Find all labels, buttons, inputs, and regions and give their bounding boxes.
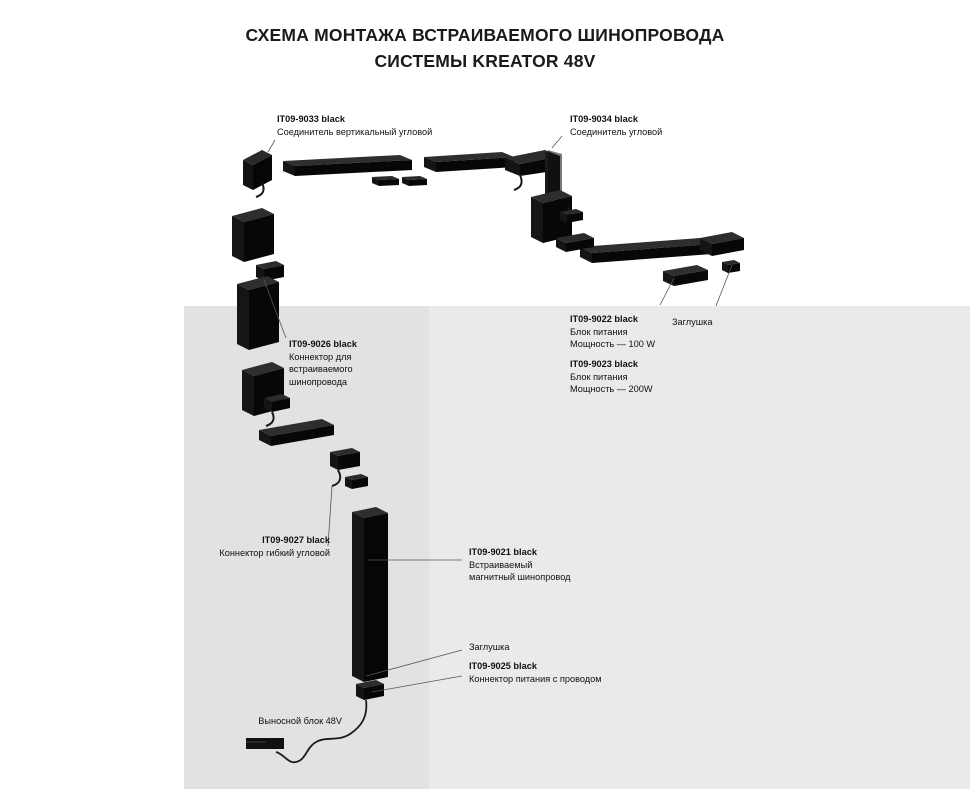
page-title	[0, 22, 970, 74]
callout-it09-9025	[469, 660, 602, 685]
callout-9023-desc2: Мощность — 200W	[570, 384, 653, 395]
leader-9025	[372, 676, 462, 692]
callout-it09-9023	[570, 358, 653, 396]
callout-9033-desc1: Соединитель вертикальный угловой	[277, 126, 433, 137]
title-line-2: СИСТЕМЫ KREATOR 48V	[374, 51, 596, 71]
callout-9021-desc1: Встраиваемый	[469, 559, 533, 570]
callout-it09-9027	[200, 534, 330, 559]
callout-9026-desc1: Коннектор для	[289, 351, 352, 362]
callout-9027-code: IT09-9027 black	[262, 535, 330, 545]
track-segment-ceiling-1	[283, 155, 412, 176]
track-segment-wall-2	[237, 276, 279, 350]
track-segment-main-vertical	[352, 507, 388, 682]
callout-cap-bottom-label: Заглушка	[469, 642, 510, 652]
callout-psu-label: Выносной блок 48V	[258, 716, 342, 726]
callout-9026-desc3: шинопровода	[289, 376, 348, 387]
leader-cap-top	[716, 265, 732, 306]
callout-9021-desc2: магнитный шинопровод	[469, 572, 571, 583]
wall-track-run	[232, 208, 388, 762]
connector-right-corner	[700, 232, 744, 256]
callout-9026-code: IT09-9026 black	[289, 339, 357, 349]
callout-9025-code: IT09-9025 black	[469, 661, 537, 671]
title-line-1: СХЕМА МОНТАЖА ВСТРАИВАЕМОГО ШИНОПРОВОДА	[245, 25, 725, 45]
track-joiner-2	[402, 176, 427, 186]
track-segment-ceiling-2	[424, 152, 514, 172]
callout-9022-code: IT09-9022 black	[570, 314, 638, 324]
callout-9022-desc2: Мощность — 100 W	[570, 339, 656, 350]
wire-4	[266, 412, 274, 426]
callout-9033-code: IT09-9033 black	[277, 114, 345, 124]
callout-9026-desc2: встраиваемого	[289, 364, 353, 375]
callout-it09-9026	[289, 338, 357, 388]
leader-9034	[552, 136, 562, 148]
callout-it09-9022	[570, 313, 655, 351]
callout-9021-code: IT09-9021 black	[469, 547, 537, 557]
track-segment-ceiling-4	[580, 238, 712, 263]
leader-9033	[268, 140, 275, 152]
callout-9023-code: IT09-9023 black	[570, 359, 638, 369]
power-supply-block	[663, 265, 708, 286]
power-cable	[276, 700, 366, 762]
track-joiner-1	[372, 176, 399, 186]
ceiling-track-run	[243, 150, 744, 286]
callout-9025-desc1: Коннектор питания с проводом	[469, 673, 602, 684]
callout-9034-code: IT09-9034 black	[570, 114, 638, 124]
callout-end-cap-bottom	[469, 641, 509, 654]
callout-remote-psu	[150, 715, 342, 728]
callout-9022-desc1: Блок питания	[570, 326, 628, 337]
connector-it09-9025	[356, 680, 384, 700]
callout-9027-desc1: Коннектор гибкий угловой	[219, 547, 330, 558]
callout-it09-9034	[570, 113, 662, 138]
callout-it09-9033	[277, 113, 432, 138]
callout-9023-desc1: Блок питания	[570, 371, 628, 382]
track-joiner-4	[345, 474, 368, 489]
remote-psu-48v	[246, 738, 284, 749]
callout-9034-desc1: Соединитель угловой	[570, 126, 663, 137]
track-segment-wall-1	[232, 208, 274, 262]
wire-1	[514, 175, 522, 190]
callout-it09-9021	[469, 546, 570, 584]
connector-it09-9033	[243, 150, 272, 190]
callout-cap-top-label: Заглушка	[672, 317, 713, 327]
callout-end-cap-top	[672, 316, 712, 329]
